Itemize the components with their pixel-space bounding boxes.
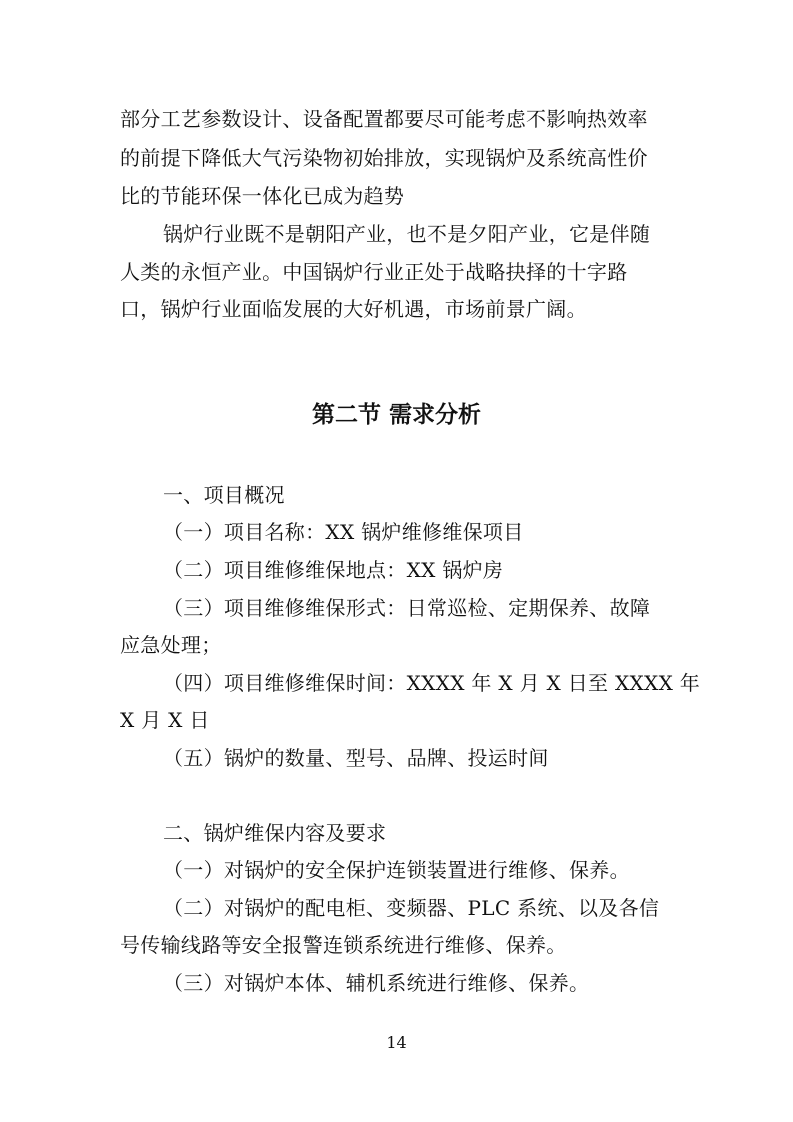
overview-heading: 一、项目概况 bbox=[163, 483, 285, 507]
maintenance-item-1: （一）对锅炉的安全保护连锁装置进行维修、保养。 bbox=[163, 858, 630, 882]
overview-item-4-cont: X 月 X 日 bbox=[120, 708, 210, 732]
intro-p1-line-3: 比的节能环保一体化已成为趋势 bbox=[120, 184, 405, 208]
section-title: 第二节 需求分析 bbox=[311, 402, 481, 428]
overview-item-4: （四）项目维修维保时间：XXXX 年 X 月 X 日至 XXXX 年 bbox=[163, 671, 701, 695]
maintenance-item-2-cont: 号传输线路等安全报警连锁系统进行维修、保养。 bbox=[120, 933, 567, 957]
intro-p2-line-2: 人类的永恒产业。中国锅炉行业正处于战略抉择的十字路 bbox=[120, 260, 628, 284]
overview-item-3: （三）项目维修维保形式：日常巡检、定期保养、故障 bbox=[163, 596, 651, 620]
maintenance-heading: 二、锅炉维保内容及要求 bbox=[163, 821, 387, 845]
overview-item-5: （五）锅炉的数量、型号、品牌、投运时间 bbox=[163, 746, 549, 770]
overview-item-2: （二）项目维修维保地点：XX 锅炉房 bbox=[163, 558, 504, 582]
intro-p2-line-1: 锅炉行业既不是朝阳产业，也不是夕阳产业，它是伴随 bbox=[163, 222, 651, 246]
intro-p1-line-1: 部分工艺参数设计、设备配置都要尽可能考虑不影响热效率 bbox=[120, 107, 648, 131]
maintenance-item-3: （三）对锅炉本体、辅机系统进行维修、保养。 bbox=[163, 971, 590, 995]
intro-p2-line-3: 口，锅炉行业面临发展的大好机遇，市场前景广阔。 bbox=[120, 297, 587, 321]
overview-item-1: （一）项目名称：XX 锅炉维修维保项目 bbox=[163, 520, 524, 544]
overview-item-3-cont: 应急处理； bbox=[120, 633, 222, 657]
page-number: 14 bbox=[386, 1033, 407, 1052]
intro-p1-line-2: 的前提下降低大气污染物初始排放，实现锅炉及系统高性价 bbox=[120, 146, 648, 170]
maintenance-item-2: （二）对锅炉的配电柜、变频器、PLC 系统、以及各信 bbox=[163, 896, 660, 920]
